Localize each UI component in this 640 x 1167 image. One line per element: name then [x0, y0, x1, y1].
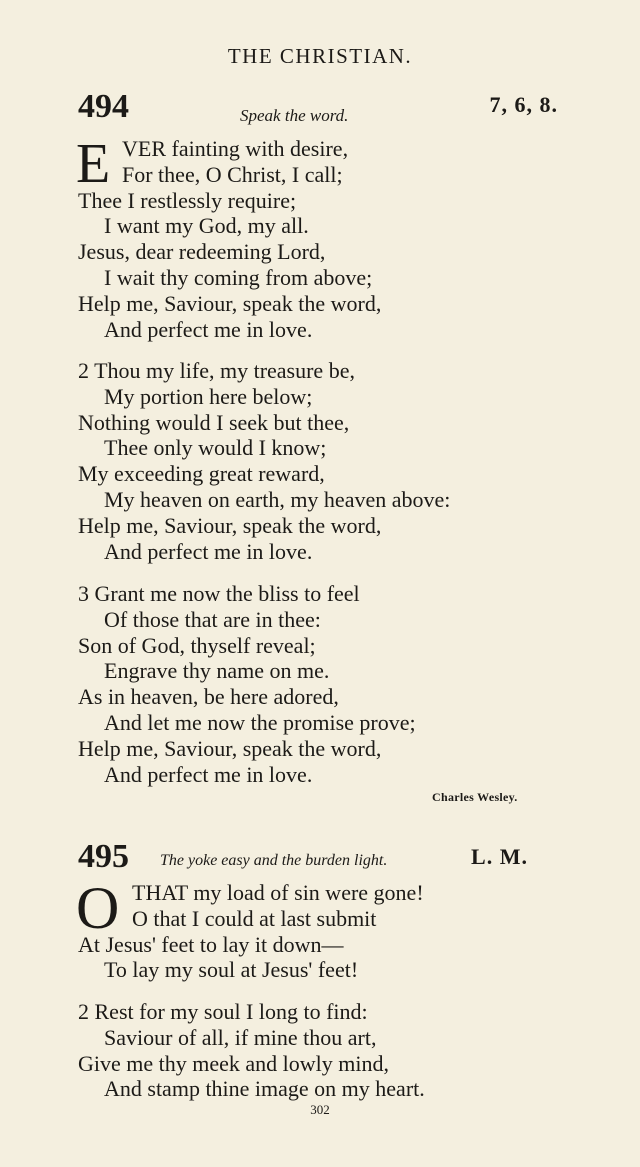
verse-line: Nothing would I seek but thee, — [78, 409, 350, 435]
verse-line: Jesus, dear redeeming Lord, — [78, 239, 326, 265]
verse-line: I wait thy coming from above; — [104, 264, 373, 290]
verse-line: At Jesus' feet to lay it down— — [78, 931, 344, 957]
verse-line: As in heaven, be here adored, — [78, 684, 339, 710]
verse-line: 3 Grant me now the bliss to feel — [78, 581, 360, 606]
running-head: THE CHRISTIAN. — [227, 44, 413, 68]
verse-line: My heaven on earth, my heaven above: — [104, 486, 451, 512]
hymn-495-header — [78, 838, 572, 878]
verse-line: 2 Thou my life, my treasure be, — [78, 358, 355, 383]
author-attribution: Charles Wesley. — [432, 790, 518, 804]
verse-line: Help me, Saviour, speak the word, — [78, 290, 382, 316]
verse-line: Help me, Saviour, speak the word, — [78, 735, 382, 761]
dropcap: E — [76, 133, 111, 195]
verse-line: I want my God, my all. — [104, 213, 309, 239]
verse-line: To lay my soul at Jesus' feet! — [104, 957, 359, 983]
verse-line: Give me thy meek and lowly mind, — [78, 1050, 389, 1076]
verse-line: VER fainting with desire, — [122, 136, 349, 161]
hymn-494-header — [78, 88, 558, 128]
verse-line: And perfect me in love. — [104, 538, 313, 564]
hymn-494-stanza-3 — [78, 581, 568, 787]
hymn-meter: 7, 6, 8. — [489, 92, 558, 117]
hymn-495-stanza-1 — [76, 875, 568, 983]
verse-line: Son of God, thyself reveal; — [78, 632, 316, 658]
hymn-title: The yoke easy and the burden light. — [160, 852, 388, 869]
hymn-494-stanza-1 — [76, 133, 568, 342]
verse-line: For thee, O Christ, I call; — [122, 161, 343, 187]
verse-line: And perfect me in love. — [104, 761, 313, 787]
page-number: 302 — [310, 1102, 330, 1117]
verse-line: Thee I restlessly require; — [78, 187, 297, 213]
verse-line: THAT my load of sin were gone! — [132, 880, 424, 905]
hymn-494-stanza-2 — [78, 358, 568, 564]
verse-line: Thee only would I know; — [104, 435, 327, 461]
hymn-title: Speak the word. — [240, 106, 349, 125]
verse-line: My portion here below; — [104, 383, 313, 409]
verse-line: Saviour of all, if mine thou art, — [104, 1024, 377, 1050]
verse-line: And perfect me in love. — [104, 316, 313, 342]
verse-line: And stamp thine image on my heart. — [104, 1076, 425, 1102]
hymn-number: 495 — [78, 838, 129, 875]
verse-line: Engrave thy name on me. — [104, 658, 330, 684]
verse-line: 2 Rest for my soul I long to find: — [78, 999, 368, 1024]
verse-line: Help me, Saviour, speak the word, — [78, 512, 382, 538]
hymn-number: 494 — [78, 88, 129, 125]
verse-line: Of those that are in thee: — [104, 606, 321, 632]
hymn-495-stanza-2 — [78, 999, 568, 1102]
verse-line: My exceeding great reward, — [78, 461, 325, 487]
hymn-meter: L. M. — [471, 844, 528, 869]
dropcap: O — [76, 875, 120, 941]
verse-line: O that I could at last submit — [132, 905, 377, 931]
verse-line: And let me now the promise prove; — [104, 709, 416, 735]
